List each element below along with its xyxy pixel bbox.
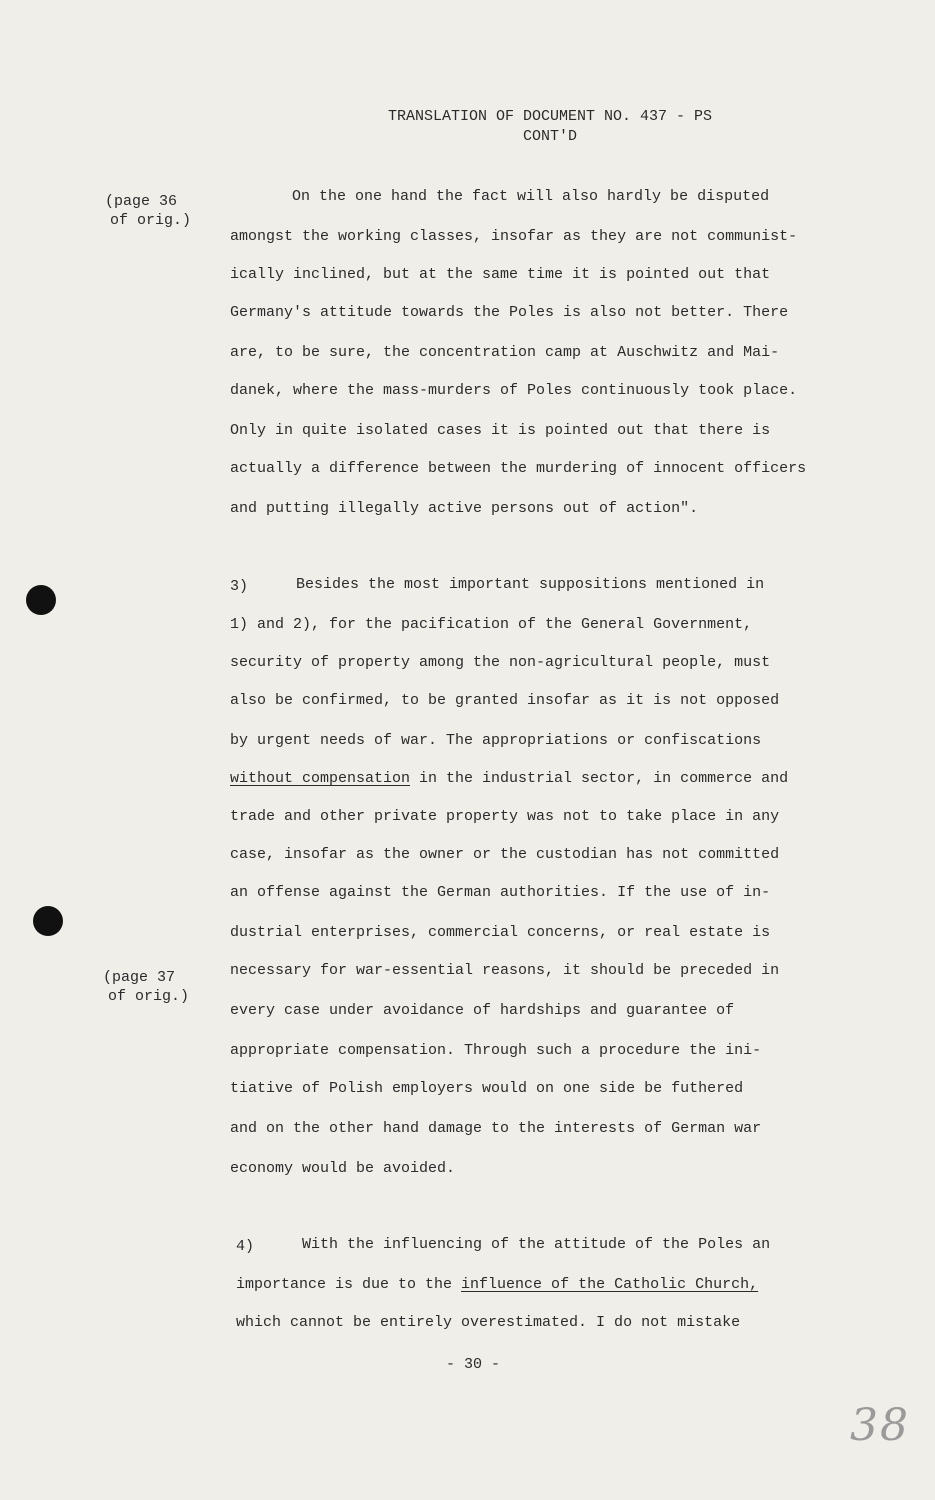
punch-hole (33, 906, 63, 936)
text-line: also be confirmed, to be granted insofar as it is not opposed (230, 692, 780, 709)
punch-hole (26, 585, 56, 615)
document-title: TRANSLATION OF DOCUMENT NO. 437 - PS (387, 108, 713, 125)
text-line: amongst the working classes, insofar as they are not communist- (230, 228, 798, 245)
text-line: ically inclined, but at the same time it is pointed out that (230, 266, 771, 283)
margin-note-page-36 (105, 192, 191, 230)
document-subtitle: CONT'D (522, 128, 577, 145)
margin-note-line: (page 37 (103, 969, 176, 986)
underlined-phrase: influence of the Catholic Church, (461, 1276, 759, 1293)
text-line: necessary for war-essential reasons, it should be preceded in (230, 962, 780, 979)
text-line: every case under avoidance of hardships and guarantee of (230, 1002, 735, 1019)
text-line (236, 1276, 758, 1294)
text-line: trade and other private property was not to take place in any (230, 808, 780, 825)
text-line: danek, where the mass-murders of Poles continuously took place. (230, 382, 798, 399)
text-line: Only in quite isolated cases it is pointed out that there is (230, 422, 771, 439)
page-number: - 30 - (446, 1356, 501, 1373)
text-line: economy would be avoided. (230, 1160, 456, 1177)
underlined-phrase: without compensation (230, 770, 411, 787)
margin-note-page-37 (103, 968, 189, 1006)
paragraph-number: 4) (236, 1238, 255, 1255)
handwritten-page-number: 38 (850, 1400, 910, 1451)
margin-note-line: of orig.) (110, 212, 192, 229)
text-line: tiative of Polish employers would on one side be futhered (230, 1080, 744, 1097)
text-line: and on the other hand damage to the interests of German war (230, 1120, 762, 1137)
text-line: Besides the most important suppositions mentioned in (296, 576, 765, 593)
text-line: are, to be sure, the concentration camp at Auschwitz and Mai- (230, 344, 780, 361)
text-span: in the industrial sector, in commerce and (410, 770, 789, 787)
text-line: an offense against the German authorities. If the use of in- (230, 884, 771, 901)
margin-note-line: (page 36 (105, 193, 178, 210)
text-line: by urgent needs of war. The appropriations or confiscations (230, 732, 762, 749)
text-line: which cannot be entirely overestimated. I do not mistake (236, 1314, 741, 1331)
text-line: Germany's attitude towards the Poles is also not better. There (230, 304, 789, 321)
text-line: With the influencing of the attitude of the Poles an (302, 1236, 771, 1253)
margin-note-line: of orig.) (108, 988, 190, 1005)
text-line: dustrial enterprises, commercial concerns, or real estate is (230, 924, 771, 941)
text-line: case, insofar as the owner or the custodian has not committed (230, 846, 780, 863)
text-span: importance is due to the (236, 1276, 462, 1293)
text-line (230, 770, 788, 788)
paragraph-number: 3) (230, 578, 249, 595)
text-line: On the one hand the fact will also hardly be disputed (292, 188, 770, 205)
text-line: and putting illegally active persons out of action". (230, 500, 699, 517)
text-line: security of property among the non-agricultural people, must (230, 654, 771, 671)
text-line: actually a difference between the murdering of innocent officers (230, 460, 807, 477)
text-line: 1) and 2), for the pacification of the General Government, (230, 616, 753, 633)
text-line: appropriate compensation. Through such a procedure the ini- (230, 1042, 762, 1059)
